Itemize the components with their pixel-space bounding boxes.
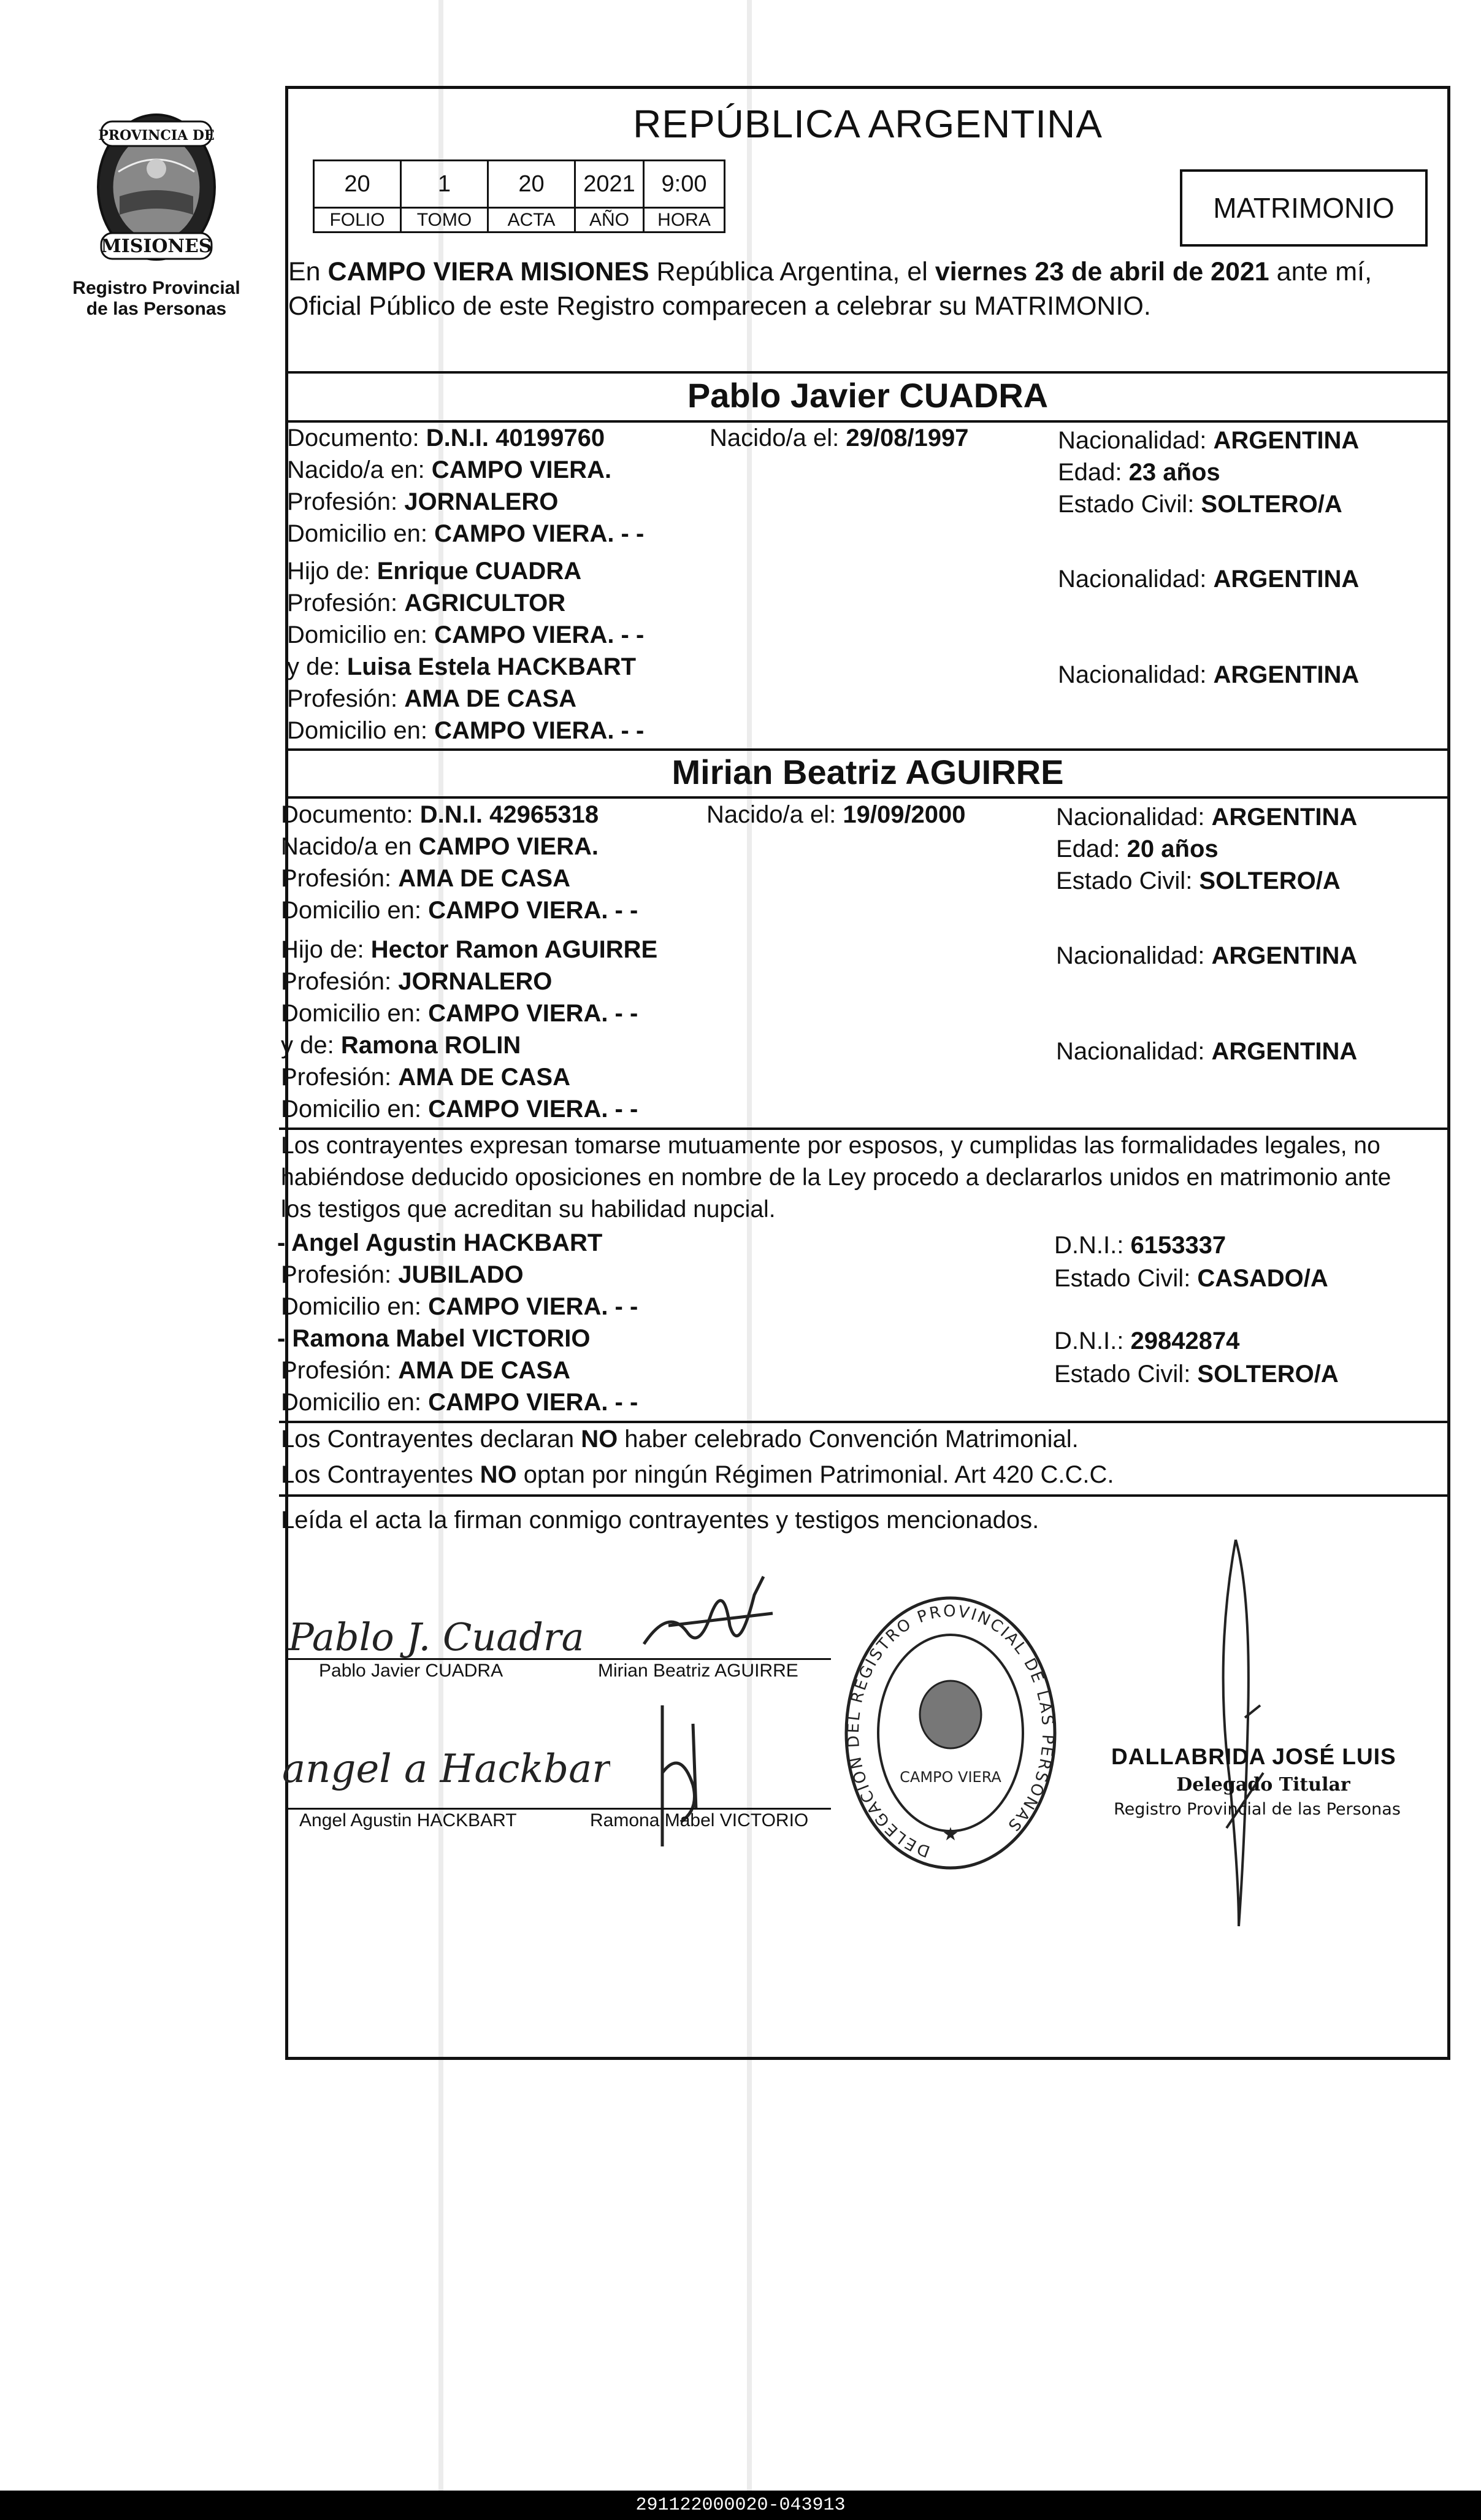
witness1-profession: Profesión: JUBILADO [281,1261,524,1288]
divider [285,371,1450,374]
signature-label-2: Mirian Beatriz AGUIRRE [598,1661,798,1681]
signature-angel-hackbart [279,1730,610,1797]
hora-label: HORA [643,209,725,233]
spouse1-age: Edad: 23 años [1058,459,1220,486]
convention-statement: Los Contrayentes declaran NO haber celebrado Convención Matrimonial. [281,1426,1079,1453]
spouse2-profession: Profesión: AMA DE CASA [281,865,570,892]
spouse2-birthdate: Nacido/a el: 19/09/2000 [706,801,966,828]
spouse2-father-nationality: Nacionalidad: ARGENTINA [1056,942,1358,969]
folio-value: 20 [313,159,402,209]
acta-label: ACTA [487,209,576,233]
svg-text:Pablo J. Cuadra: Pablo J. Cuadra [288,1615,584,1659]
intro-paragraph: En CAMPO VIERA MISIONES República Argentina, el viernes 23 de abril de 2021 ante mí, Oficial Público de este Registro comparecen a celebrar su MATRIMONIO. [288,257,1372,321]
signature-line [589,1808,831,1810]
official-role: Delegado Titular [1176,1774,1350,1796]
svg-text:DELEGACION DEL REGISTRO PROVIN: DELEGACION DEL REGISTRO PROVINCIAL DE LAS PERSONAS [844,1602,1057,1861]
folio-label: FOLIO [313,209,402,233]
anio-label: AÑO [574,209,645,233]
spouse2-mother-profession: Profesión: AMA DE CASA [281,1064,570,1091]
registry-delegation-stamp [840,1592,1061,1874]
spouse2-father: Hijo de: Hector Ramon AGUIRRE [281,936,658,963]
spouse2-mother: y de: Ramona ROLIN [281,1032,521,1059]
closing-statement: Leída el acta la firman conmigo contrayentes y testigos mencionados. [281,1507,1039,1534]
tomo-value: 1 [400,159,489,209]
divider [279,1494,1450,1497]
spouse1-father-profession: Profesión: AGRICULTOR [287,590,566,617]
acta-value: 20 [487,159,576,209]
seal-emblem-icon [83,110,230,276]
signature-label-1: Pablo Javier CUADRA [319,1661,503,1681]
official-signature [1202,1534,1276,1932]
spouse1-civil-status: Estado Civil: SOLTERO/A [1058,491,1342,518]
witness1-name: - Angel Agustin HACKBART [277,1229,603,1256]
spouse1-mother-nationality: Nacionalidad: ARGENTINA [1058,661,1360,688]
page-title: REPÚBLICA ARGENTINA [633,102,1103,146]
tomo-label: TOMO [400,209,489,233]
spouse1-nationality: Nacionalidad: ARGENTINA [1058,427,1360,454]
spouse2-domicile: Domicilio en: CAMPO VIERA. - - [281,897,638,924]
svg-text:angel a Hackbart: angel a Hackbart [282,1746,610,1792]
witness2-dni: D.N.I.: 29842874 [1054,1327,1240,1354]
official-office: Registro Provincial de las Personas [1114,1800,1401,1819]
spouse2-father-domicile: Domicilio en: CAMPO VIERA. - - [281,1000,638,1027]
spouse2-name: Mirian Beatriz AGUIRRE [672,753,1064,791]
witness2-civil-status: Estado Civil: SOLTERO/A [1054,1361,1339,1388]
spouse1-birthdate: Nacido/a el: 29/08/1997 [710,424,969,451]
signature-pablo-cuadra [282,1607,601,1662]
province-seal-logo [83,110,230,276]
patrimonial-regime-statement: Los Contrayentes NO optan por ningún Régimen Patrimonial. Art 420 C.C.C. [281,1461,1114,1488]
svg-text:★: ★ [942,1824,959,1845]
witness1-domicile: Domicilio en: CAMPO VIERA. - - [281,1293,638,1320]
document-code-bar: 291122000020-043913 [0,2491,1481,2520]
spouse1-mother: y de: Luisa Estela HACKBART [287,653,637,680]
signature-mirian-aguirre [632,1570,791,1669]
hora-value: 9:00 [643,159,725,209]
official-name: DALLABRIDA JOSÉ LUIS [1111,1744,1396,1769]
witness2-domicile: Domicilio en: CAMPO VIERA. - - [281,1389,638,1416]
spouse1-father-nationality: Nacionalidad: ARGENTINA [1058,566,1360,593]
spouse1-father-domicile: Domicilio en: CAMPO VIERA. - - [287,621,645,648]
spouse2-birthplace: Nacido/a en CAMPO VIERA. [281,833,599,860]
spouse2-nationality: Nacionalidad: ARGENTINA [1056,804,1358,831]
signature-label-3: Angel Agustin HACKBART [299,1810,517,1830]
logo-caption: Registro Provincial de las Personas [72,278,240,319]
spouse1-domicile: Domicilio en: CAMPO VIERA. - - [287,520,645,547]
spouse2-age: Edad: 20 años [1056,836,1219,862]
signature-line [288,1808,589,1810]
spouse2-father-profession: Profesión: JORNALERO [281,968,553,995]
spouse1-birthplace: Nacido/a en: CAMPO VIERA. [287,456,612,483]
signature-line [288,1658,589,1660]
svg-text:PROVINCIA DE: PROVINCIA DE [98,128,215,144]
signature-line [589,1658,831,1660]
svg-text:CAMPO VIERA: CAMPO VIERA [900,1769,1001,1786]
spouse2-civil-status: Estado Civil: SOLTERO/A [1056,867,1341,894]
anio-value: 2021 [574,159,645,209]
spouse2-mother-domicile: Domicilio en: CAMPO VIERA. - - [281,1096,638,1123]
spouse1-mother-domicile: Domicilio en: CAMPO VIERA. - - [287,717,645,744]
witness2-profession: Profesión: AMA DE CASA [281,1357,570,1384]
declaration-paragraph: Los contrayentes expresan tomarse mutuamente por esposos, y cumplidas las formalidades legales, no habiéndose deducido oposiciones en nombre de la Ley procedo a declararlos unidos en matrimonio ante los testigos que acreditan su habilidad nupcial. [281,1132,1391,1223]
witness1-dni: D.N.I.: 6153337 [1054,1232,1227,1259]
witness2-name: - Ramona Mabel VICTORIO [277,1325,591,1352]
spouse2-document: Documento: D.N.I. 42965318 [281,801,599,828]
spouse2-mother-nationality: Nacionalidad: ARGENTINA [1056,1038,1358,1065]
svg-text:MISIONES: MISIONES [101,236,212,257]
witness1-civil-status: Estado Civil: CASADO/A [1054,1265,1328,1292]
spouse1-name: Pablo Javier CUADRA [687,376,1049,415]
spouse1-profession: Profesión: JORNALERO [287,488,559,515]
act-type-badge: MATRIMONIO [1180,169,1428,247]
divider [285,748,1450,751]
spouse1-father: Hijo de: Enrique CUADRA [287,558,582,585]
spouse1-mother-profession: Profesión: AMA DE CASA [287,685,576,712]
signature-label-4: Ramona Mabel VICTORIO [590,1810,809,1830]
spouse1-document: Documento: D.N.I. 40199760 [287,424,605,451]
